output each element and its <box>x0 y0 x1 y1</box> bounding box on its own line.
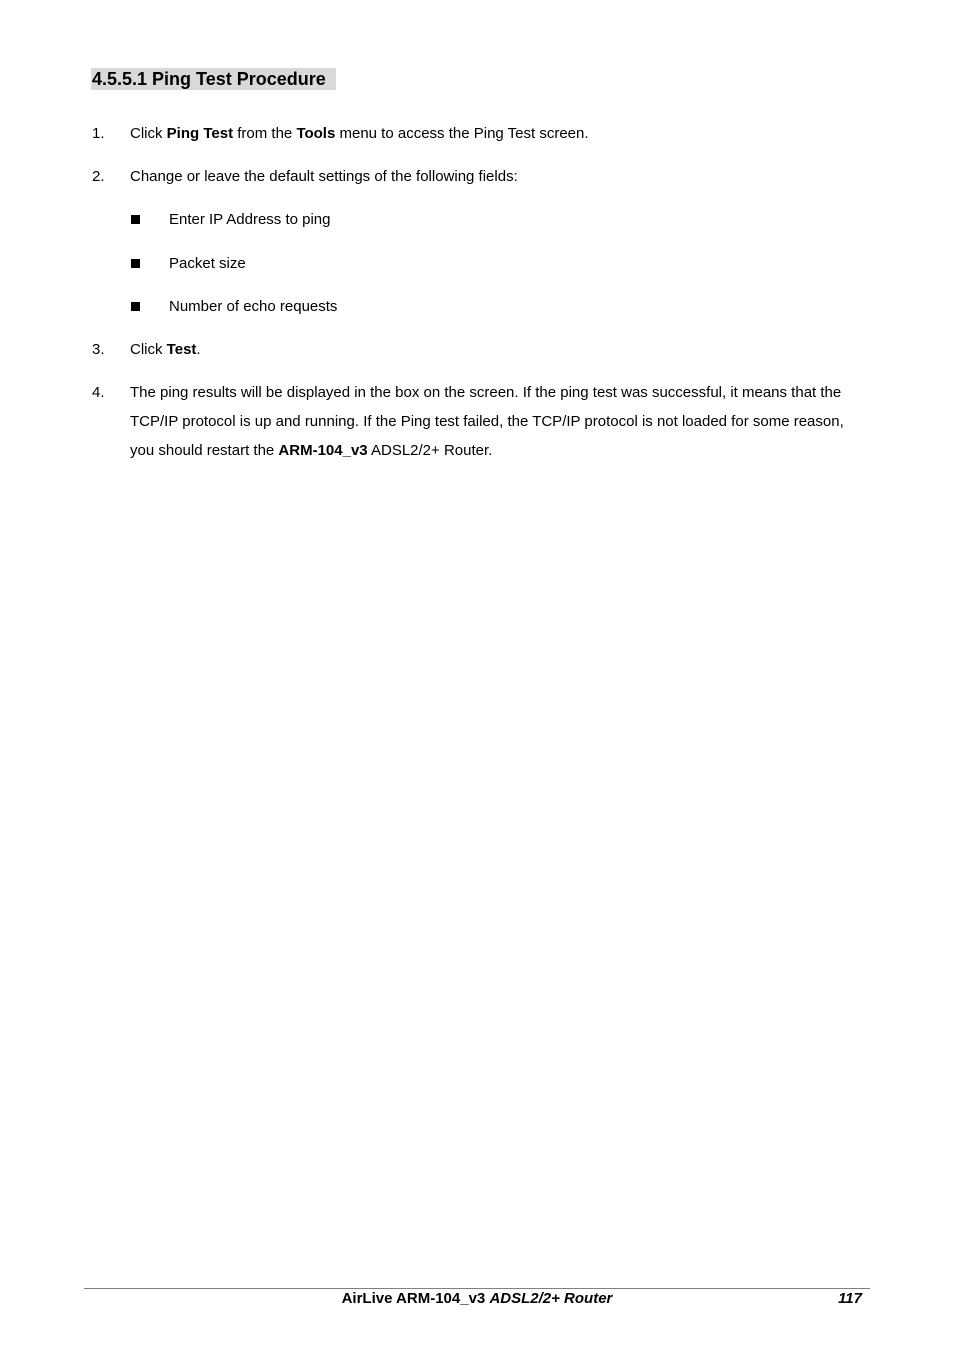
footer-product: ADSL2/2+ Router <box>489 1290 613 1307</box>
ping-test-term: Ping Test <box>166 125 234 142</box>
square-bullet-icon <box>131 215 140 224</box>
field-name: Enter IP Address to ping <box>169 211 331 228</box>
field-name: Packet size <box>169 255 246 272</box>
square-bullet-icon <box>131 259 140 268</box>
field-name: Number of echo requests <box>169 298 338 315</box>
square-bullet-icon <box>131 302 140 311</box>
step-number: 2. <box>92 168 105 185</box>
step-number: 4. <box>92 384 105 401</box>
step-text: Click Test. <box>130 341 201 358</box>
page-number: 117 <box>838 1290 862 1307</box>
step-text: The ping results will be displayed in the box on the screen. If the ping test was successful, it means that the TCP/IP protocol is up and running. If the Ping test failed, the TCP/IP protocol is not loaded for some reason, you should restart the ARM-104_v3 ADSL2/2+ Router. <box>130 384 844 459</box>
footer-brand: AirLive ARM-104_v3 <box>341 1290 486 1307</box>
step-number: 1. <box>92 125 105 142</box>
tools-term: Tools <box>296 125 336 142</box>
step-text: Change or leave the default settings of the following fields: <box>130 168 518 185</box>
step-text: Click Ping Test from the Tools menu to access the Ping Test screen. <box>130 125 589 142</box>
section-heading: 4.5.5.1 Ping Test Procedure <box>91 68 336 90</box>
step-number: 3. <box>92 341 105 358</box>
model-term: ARM-104_v3 <box>278 442 368 459</box>
test-term: Test <box>166 341 197 358</box>
